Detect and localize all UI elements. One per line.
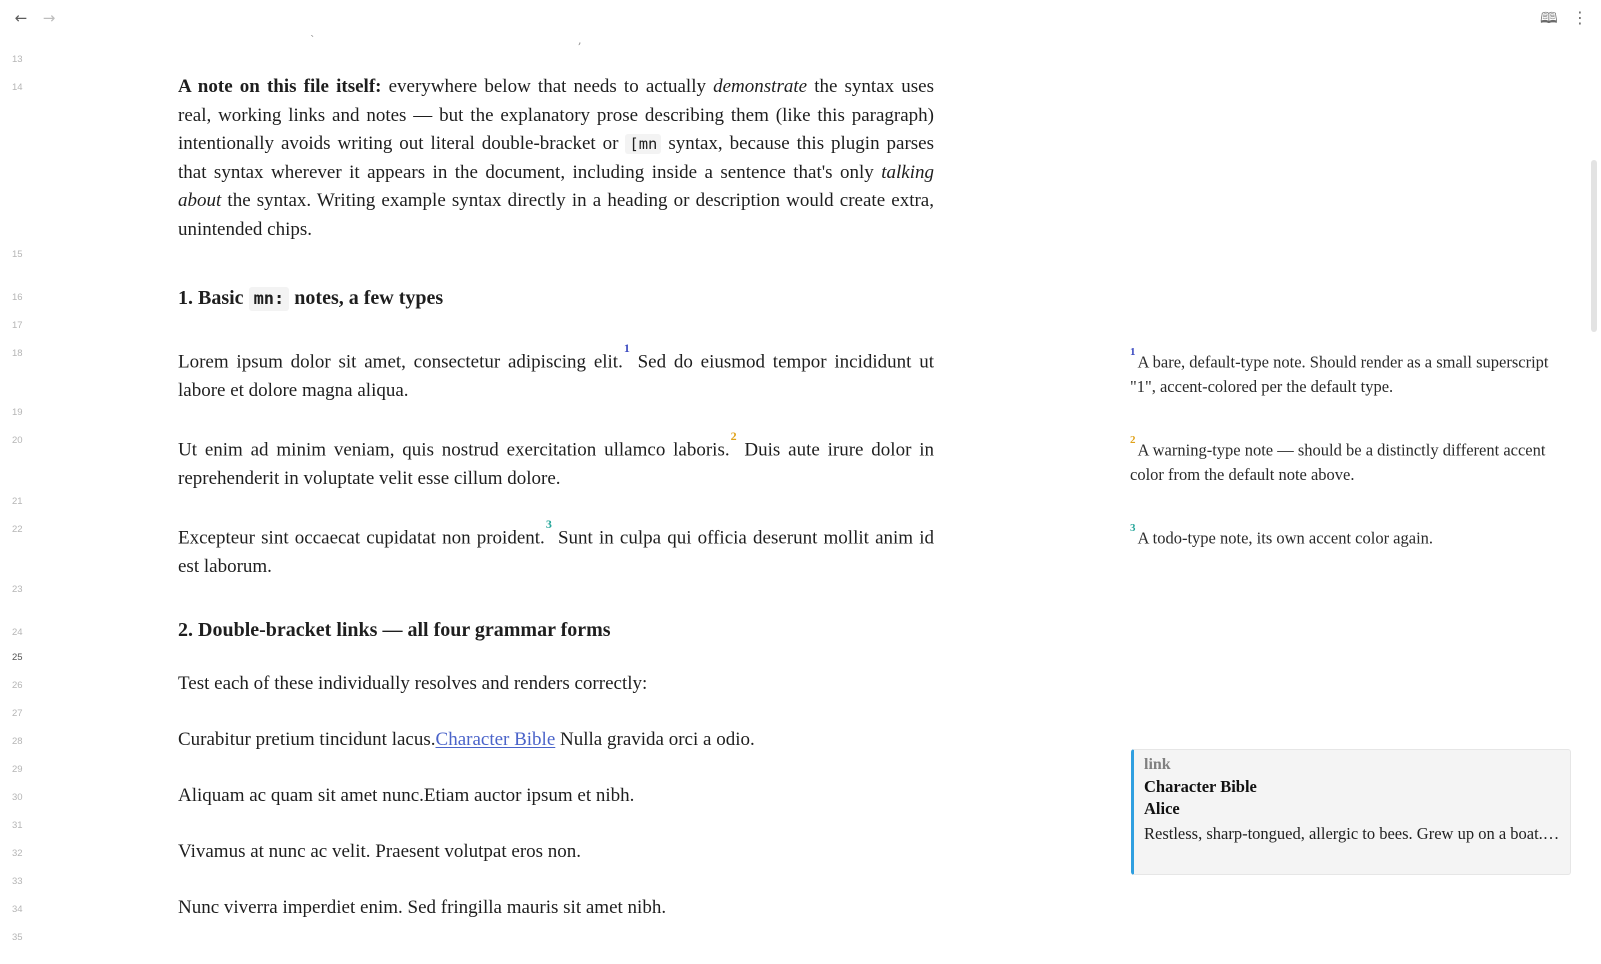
margin-note-text: A warning-type note — should be a distinctly different accent color from the default note above.: [1130, 440, 1546, 484]
preview-title: Character Bible: [1144, 777, 1257, 796]
margin-note-default[interactable]: [1130, 346, 1560, 399]
text-run: Nulla gravida orci a odio.: [555, 729, 755, 750]
paragraph-link-4[interactable]: Nunc viverra imperdiet enim. Sed fringilla mauris sit amet nibh.: [178, 897, 667, 918]
heading-double-bracket-links[interactable]: 2. Double-bracket links — all four grammar forms: [178, 619, 611, 641]
text-run: Sunt in culpa qui officia deserunt mollit anim id est laborum.: [178, 527, 934, 577]
emphasis: demonstrate: [713, 76, 808, 97]
line-number: 13: [12, 54, 23, 65]
line-number: 15: [12, 249, 23, 260]
line-number: 16: [12, 292, 23, 303]
line-number: 19: [12, 407, 23, 418]
line-number: 18: [12, 348, 23, 359]
line-number: 30: [12, 792, 23, 803]
margin-note-number: 1: [1130, 346, 1136, 358]
view-header: [0, 0, 1601, 36]
paragraph-link-2[interactable]: Aliquam ac quam sit amet nunc.Etiam auctor ipsum et nibh.: [178, 785, 635, 806]
more-options-icon[interactable]: ⋮: [1572, 8, 1588, 27]
heading-text: 1. Basic: [178, 287, 249, 309]
line-number: 32: [12, 848, 23, 859]
margin-note-number: 2: [1130, 434, 1136, 446]
paragraph-excepteur[interactable]: [178, 518, 934, 581]
line-number: 23: [12, 584, 23, 595]
wikilink-character-bible[interactable]: Character Bible: [435, 729, 556, 750]
text-run: Duis aute irure dolor in reprehenderit in voluptate velit esse cillum dolore.: [178, 439, 934, 489]
line-number: 17: [12, 320, 23, 331]
paragraph-link-3[interactable]: Vivamus at nunc ac velit. Praesent volutpat eros non.: [178, 841, 582, 862]
line-number: 33: [12, 876, 23, 887]
emphasis: talking about: [178, 161, 934, 211]
note-paragraph[interactable]: [178, 73, 934, 244]
clipped-text-fragment: `: [310, 34, 316, 47]
text-run: syntax, because this plugin parses that syntax wherever it appears in the document, including inside a sentence that's only: [178, 133, 934, 183]
line-number: 29: [12, 764, 23, 775]
line-number: 26: [12, 680, 23, 691]
footnote-marker-default[interactable]: 1: [623, 341, 630, 355]
inline-code: mn:: [249, 287, 290, 311]
margin-note-warning[interactable]: [1130, 434, 1560, 487]
line-number: 27: [12, 708, 23, 719]
footnote-marker-todo[interactable]: 3: [545, 517, 552, 531]
heading-basic-notes[interactable]: [178, 284, 443, 313]
line-number: 21: [12, 496, 23, 507]
heading-text: notes, a few types: [289, 287, 444, 309]
line-number-current: 25: [12, 652, 23, 663]
clipped-text-fragment: ,: [578, 34, 582, 47]
preview-subheading: Alice: [1144, 799, 1180, 818]
paragraph-intro[interactable]: Test each of these individually resolves and renders correctly:: [178, 673, 648, 694]
link-preview-card[interactable]: [1131, 749, 1571, 875]
margin-note-text: A bare, default-type note. Should render as a small superscript "1", accent-colored per the default type.: [1130, 352, 1549, 396]
text-run: everywhere below that needs to actually: [381, 76, 714, 97]
preview-type-label: link: [1144, 756, 1171, 773]
line-number: 14: [12, 82, 23, 93]
line-number: 34: [12, 904, 23, 915]
line-number: 35: [12, 932, 23, 943]
line-number: 20: [12, 435, 23, 446]
line-number: 31: [12, 820, 23, 831]
preview-excerpt: Restless, sharp-tongued, allergic to bees. Grew up on a boat.…: [1144, 824, 1560, 843]
footnote-marker-warning[interactable]: 2: [730, 429, 737, 443]
line-number: 24: [12, 627, 23, 638]
text-run: Excepteur sint occaecat cupidatat non proident.: [178, 527, 545, 549]
text-run: Curabitur pretium tincidunt lacus.: [178, 729, 436, 750]
inline-code: [mn: [625, 134, 661, 154]
paragraph-link-1[interactable]: [178, 726, 934, 755]
margin-note-number: 3: [1130, 522, 1136, 534]
reading-view-icon[interactable]: 🕮: [1540, 9, 1558, 27]
scrollbar-thumb[interactable]: [1591, 160, 1597, 332]
paragraph-ut-enim[interactable]: [178, 430, 934, 493]
text-run: Lorem ipsum dolor sit amet, consectetur adipiscing elit.: [178, 351, 623, 373]
paragraph-lorem[interactable]: [178, 342, 934, 405]
margin-note-text: A todo-type note, its own accent color again.: [1137, 528, 1434, 548]
text-run: Sed do eiusmod tempor incididunt ut labore et dolore magna aliqua.: [178, 351, 934, 401]
text-run: the syntax uses real, working links and notes — but the explanatory prose describing them (like this paragraph) intentionally avoids writing out literal double-bracket or: [178, 76, 934, 154]
line-number: 28: [12, 736, 23, 747]
line-number: 22: [12, 524, 23, 535]
bold-lead: A note on this file itself:: [178, 76, 382, 97]
forward-arrow-icon[interactable]: →: [42, 9, 56, 27]
text-run: Ut enim ad minim veniam, quis nostrud exercitation ullamco laboris.: [178, 439, 730, 461]
text-run: the syntax. Writing example syntax directly in a heading or description would create extra, unintended chips.: [178, 190, 934, 240]
margin-note-todo[interactable]: [1130, 522, 1560, 551]
back-arrow-icon[interactable]: ←: [14, 9, 28, 27]
